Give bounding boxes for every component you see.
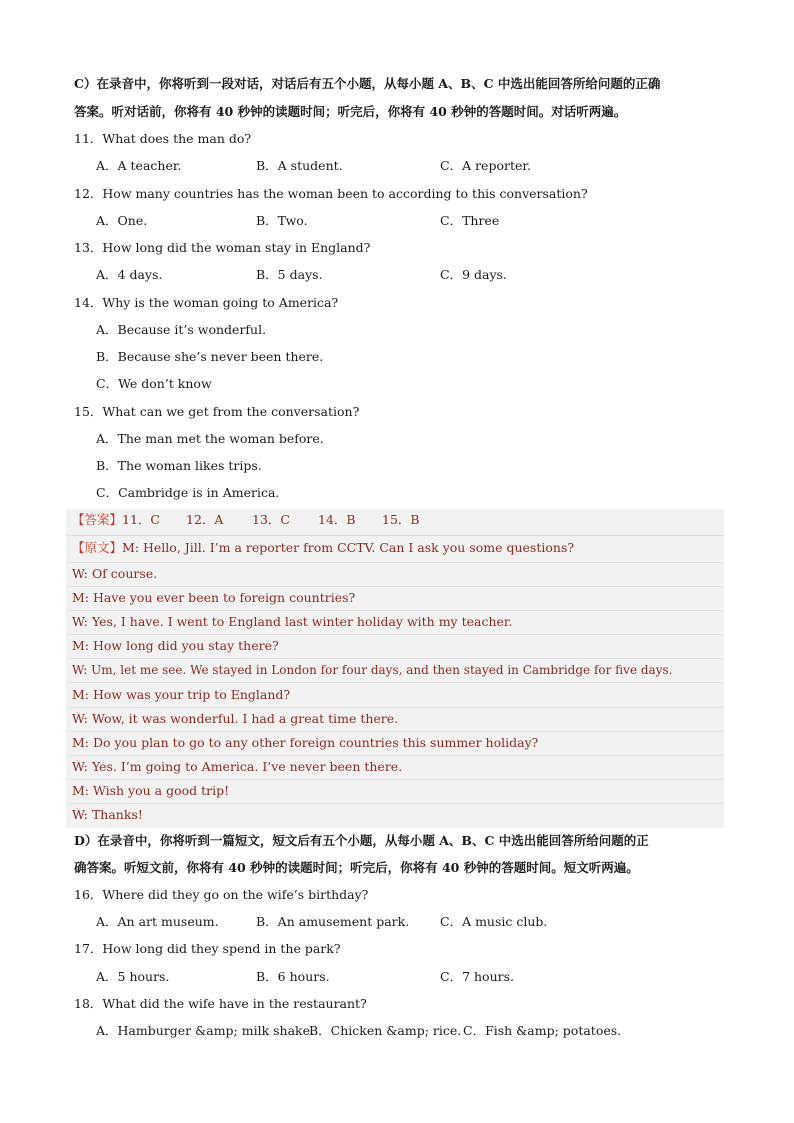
question-13-option-a: A．4 days.	[96, 267, 163, 282]
question-13: 13．How long did the woman stay in England?	[74, 240, 371, 255]
question-16: 16．Where did they go on the wife’s birthday?	[74, 887, 369, 902]
question-14-option-c: C．We don’t know	[96, 376, 212, 391]
question-12-option-c: C．Three	[440, 213, 500, 228]
section-d-instruction-line1: D）在录音中，你将听到一篇短文，短文后有五个小题，从每小题 A、B、C 中选出能回答所给问题的正	[74, 833, 649, 848]
question-18-option-b: B．Chicken &amp; rice.	[309, 1023, 462, 1038]
divider	[66, 779, 724, 780]
question-15: 15．What can we get from the conversation?	[74, 404, 360, 419]
question-18-option-c: C．Fish &amp; potatoes.	[463, 1023, 622, 1038]
question-17-option-a: A．5 hours.	[96, 969, 170, 984]
section-c-instruction-line1: C）在录音中，你将听到一段对话，对话后有五个小题，从每小题 A、B、C 中选出能回答所给问题的正确	[74, 76, 661, 91]
section-d-instruction-line2: 确答案。听短文前，你将有 40 秒钟的读题时间；听完后，你将有 40 秒钟的答题时间。短文听两遍。	[74, 860, 639, 875]
question-14: 14．Why is the woman going to America?	[74, 295, 339, 310]
transcript-line: M: Do you plan to go to any other foreign countries this summer holiday?	[72, 735, 539, 750]
question-16-option-b: B．An amusement park.	[256, 914, 410, 929]
transcript-line: M: How long did you stay there?	[72, 638, 279, 653]
divider	[66, 803, 724, 804]
answer-label: 【答案】	[72, 512, 123, 527]
answer-item: 15．B	[382, 512, 420, 527]
question-11-option-b: B．A student.	[256, 158, 343, 173]
question-16-option-a: A．An art museum.	[96, 914, 219, 929]
question-17: 17．How long did they spend in the park?	[74, 941, 341, 956]
divider	[66, 634, 724, 635]
divider	[66, 755, 724, 756]
transcript-line: W: Um, let me see. We stayed in London for four days, and then stayed in Cambridge for five days.	[72, 663, 673, 677]
question-18-option-a: A．Hamburger &amp; milk shake.	[96, 1023, 314, 1038]
question-15-option-a: A．The man met the woman before.	[96, 431, 324, 446]
divider	[66, 731, 724, 732]
question-11-option-a: A．A teacher.	[96, 158, 182, 173]
question-15-option-c: C．Cambridge is in America.	[96, 485, 280, 500]
answer-item: 14．B	[318, 512, 356, 527]
answer-line	[72, 511, 420, 529]
section-c-instruction-line2: 答案。听对话前，你将有 40 秒钟的读题时间；听完后，你将有 40 秒钟的答题时间。对话听两遍。	[74, 104, 627, 119]
divider	[66, 682, 724, 683]
answer-item: 12．A	[186, 512, 224, 527]
transcript-line: W: Yes, I have. I went to England last winter holiday with my teacher.	[72, 614, 513, 629]
answer-item: 13．C	[252, 512, 290, 527]
question-13-option-c: C．9 days.	[440, 267, 507, 282]
transcript-line	[72, 539, 574, 557]
divider	[66, 562, 724, 563]
question-17-option-b: B．6 hours.	[256, 969, 330, 984]
transcript-text: M: Hello, Jill. I’m a reporter from CCTV. Can I ask you some questions?	[122, 540, 575, 555]
question-16-option-c: C．A music club.	[440, 914, 548, 929]
question-13-option-b: B．5 days.	[256, 267, 323, 282]
question-11-option-c: C．A reporter.	[440, 158, 531, 173]
transcript-line: W: Of course.	[72, 566, 158, 581]
divider	[66, 535, 724, 536]
question-11: 11．What does the man do?	[74, 131, 252, 146]
divider	[66, 610, 724, 611]
transcript-label: 【原文】	[72, 540, 123, 555]
question-14-option-a: A．Because it’s wonderful.	[96, 322, 267, 337]
transcript-line: W: Thanks!	[72, 807, 143, 822]
divider	[66, 707, 724, 708]
divider	[66, 658, 724, 659]
question-15-option-b: B．The woman likes trips.	[96, 458, 262, 473]
question-18: 18．What did the wife have in the restaurant?	[74, 996, 367, 1011]
divider	[66, 586, 724, 587]
question-12-option-a: A．One.	[96, 213, 148, 228]
transcript-line: M: How was your trip to England?	[72, 687, 291, 702]
transcript-line: M: Have you ever been to foreign countries?	[72, 590, 356, 605]
question-17-option-c: C．7 hours.	[440, 969, 514, 984]
transcript-line: W: Yes. I’m going to America. I’ve never been there.	[72, 759, 403, 774]
transcript-line: W: Wow, it was wonderful. I had a great time there.	[72, 711, 399, 726]
question-12-option-b: B．Two.	[256, 213, 308, 228]
question-14-option-b: B．Because she’s never been there.	[96, 349, 324, 364]
answer-item: 11．C	[122, 512, 160, 527]
question-12: 12．How many countries has the woman been to according to this conversation?	[74, 186, 588, 201]
transcript-line: M: Wish you a good trip!	[72, 783, 230, 798]
